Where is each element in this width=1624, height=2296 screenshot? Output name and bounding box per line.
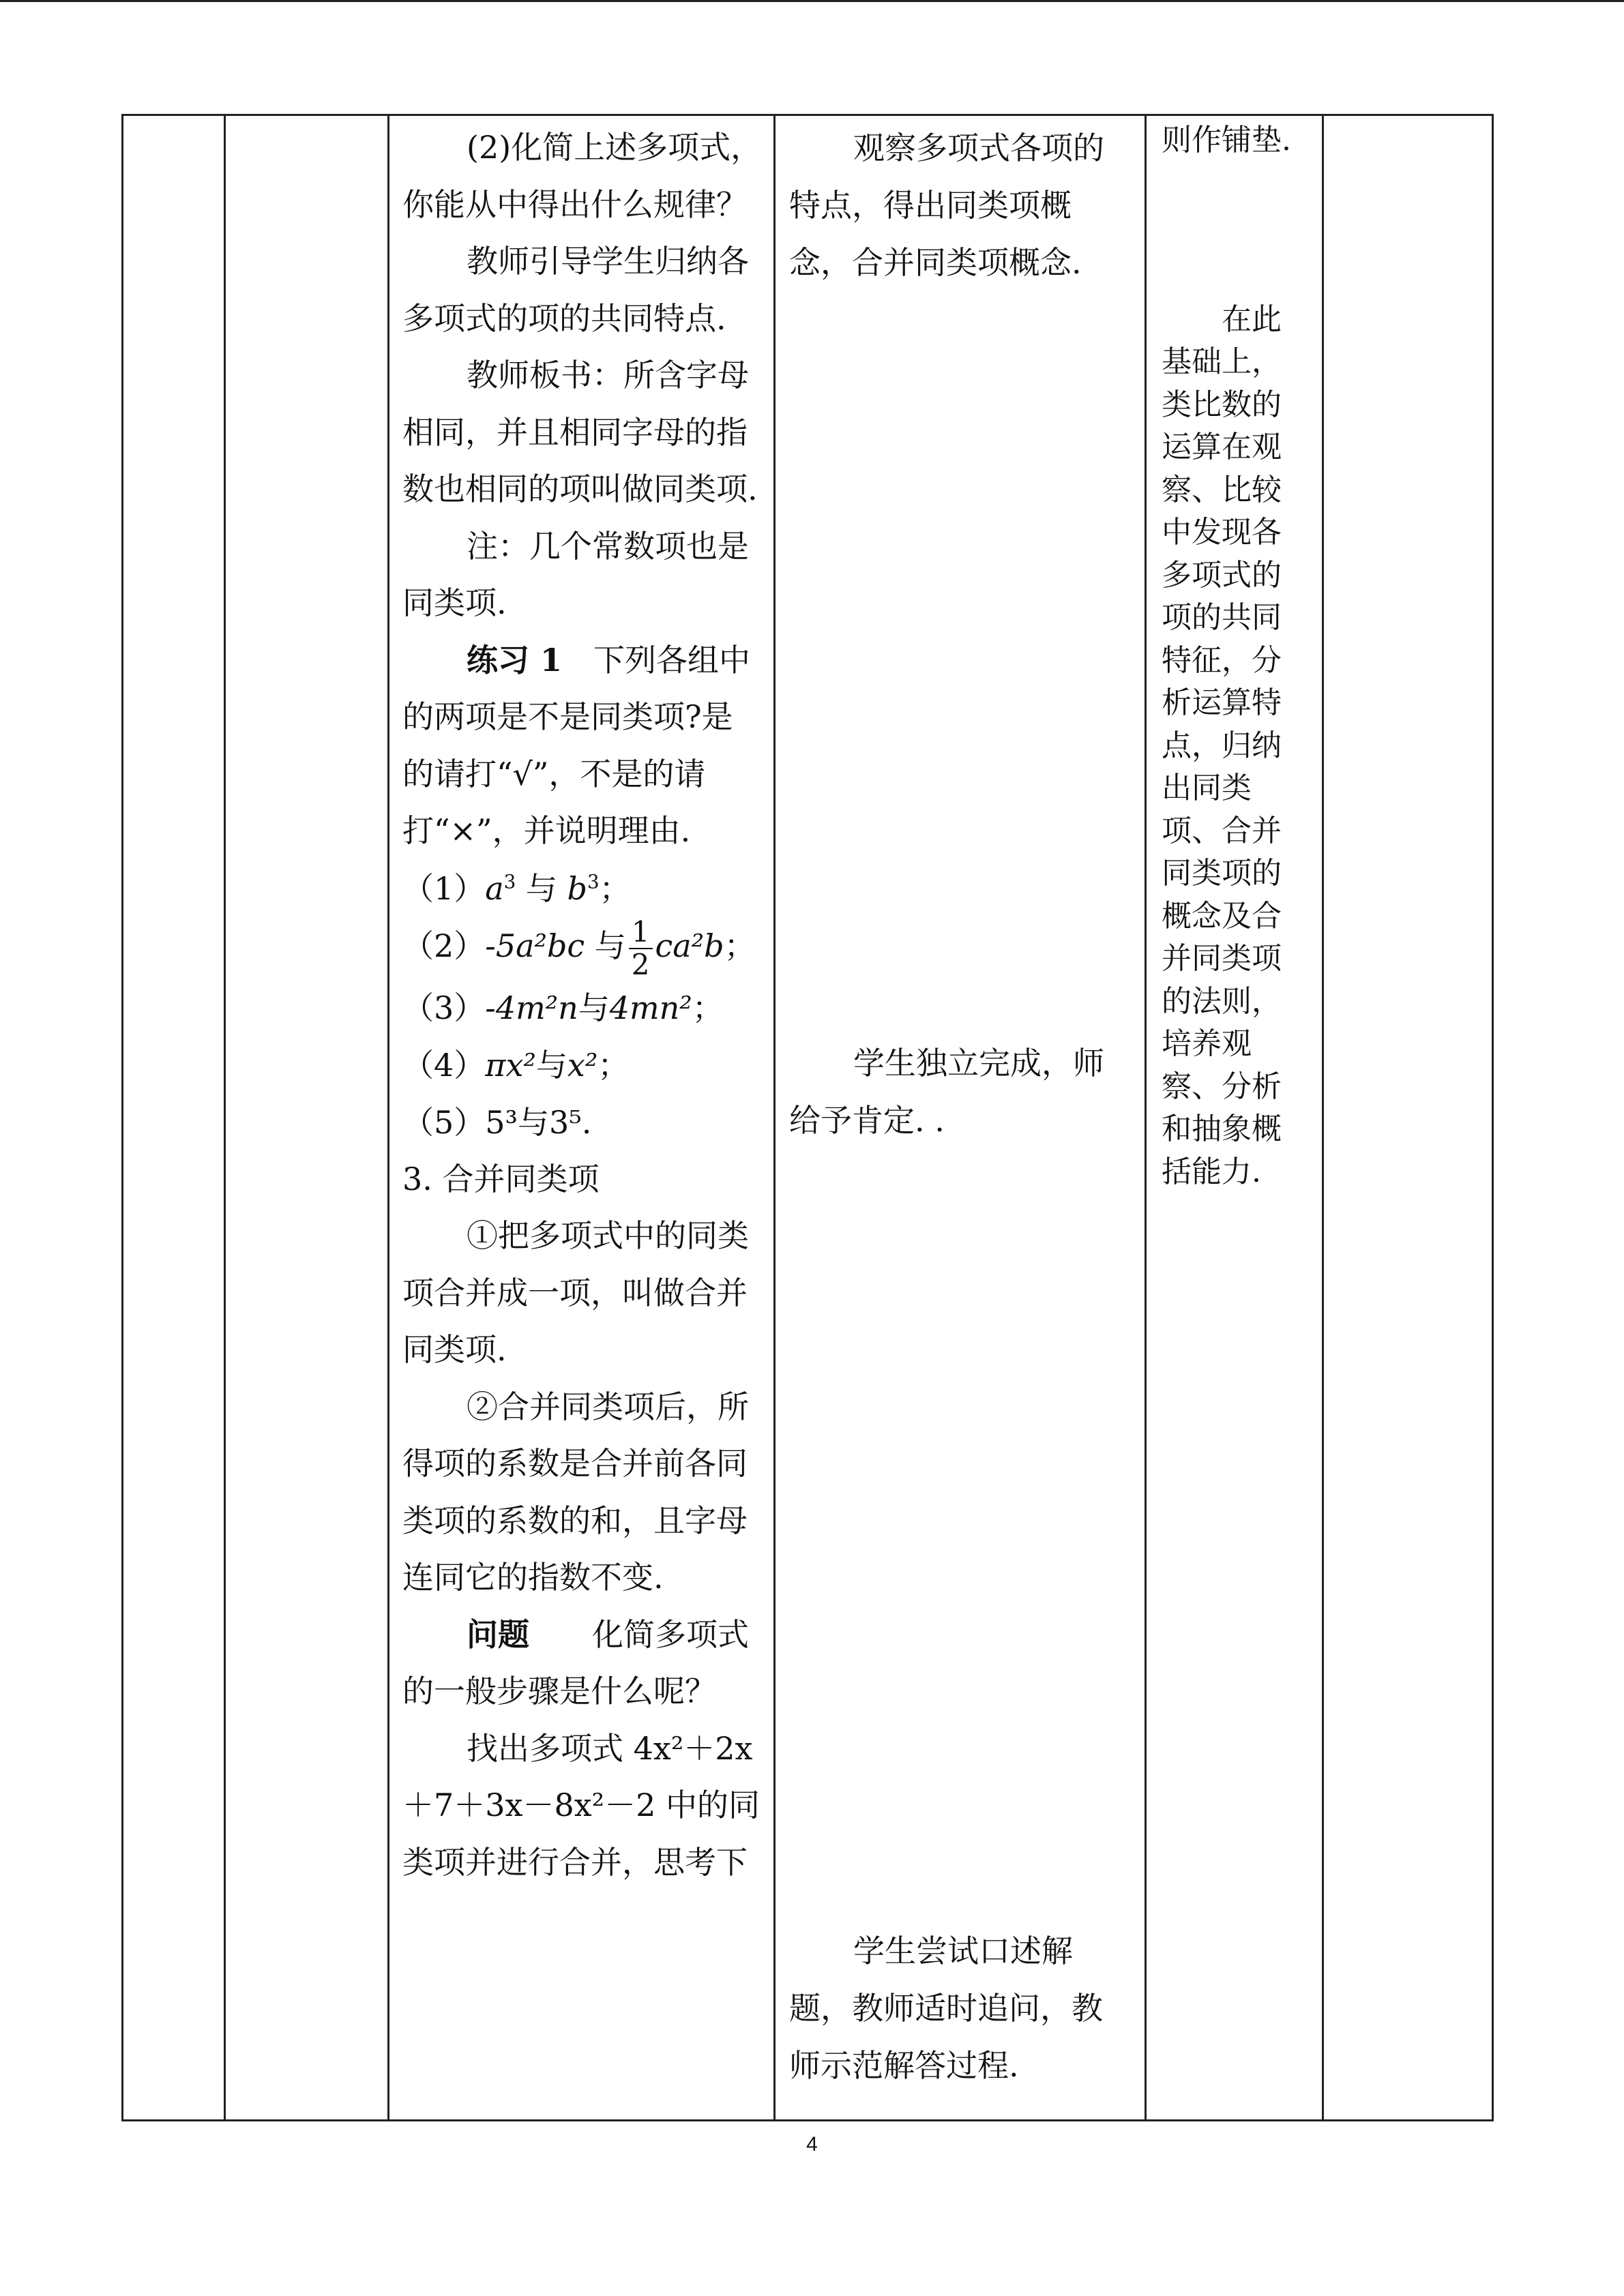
student-activity-cell [789,119,1123,2094]
connector: 与 [535,1046,567,1084]
fraction-denominator: 2 [631,947,650,981]
page-number: 4 [806,2133,818,2156]
math-term: 3⁵ [549,1103,582,1141]
intent-2: 在此基础上，类比数的运算在观察、比较中发现各多项式的项的共同特征，分析运算特点，归纳出同类项、合并同类项的概念及合并同类项的法则，培养观察、分析和抽象概括能力. [1162,301,1282,1189]
exercise-text: 下列各组中的两项是不是同类项?是的请打“√”，不是的请打“×”，并说明理由. [402,641,751,849]
exercise-item-2 [402,914,764,981]
item-label: （1） [402,869,486,907]
fraction [629,914,653,981]
punctuation: ； [597,1046,630,1084]
paragraph: 找出多项式 4x²＋2x＋7＋3x－8x²－2 中的同类项并进行合并，思考下 [402,1729,761,1881]
punctuation: ； [599,869,631,907]
math-term: x² [567,1046,598,1084]
math-term: ca²b [655,927,724,964]
item-label: （5） [402,1103,486,1141]
punctuation: ； [692,989,724,1026]
math-term: a [485,869,504,907]
math-term: b [567,869,587,907]
column-divider [387,114,389,2121]
connector: 与 [516,869,567,907]
exercise-item-4 [402,1037,764,1094]
column-divider [1322,114,1324,2121]
item-label: （3） [402,989,486,1026]
fraction-numerator: 1 [629,918,653,949]
exercise-item-1 [402,860,764,917]
teaching-process-cell [402,119,764,1891]
design-intent-cell [1162,119,1305,1193]
exercise-item-5 [402,1094,764,1151]
rule-2: ②合并同类项后，所得项的系数是合并前各同类项的系数的和，且字母连同它的指数不变. [402,1388,749,1596]
item-label: （4） [402,1046,486,1084]
punctuation: . [581,1103,592,1141]
paragraph: 教师引导学生归纳各多项式的项的共同特点. [402,243,749,337]
intent-1: 则作铺垫. [1162,123,1291,158]
question [402,1607,764,1720]
question-title: 问题 [467,1615,529,1653]
rule-1: ①把多项式中的同类项合并成一项，叫做合并同类项. [402,1217,749,1368]
exercise-1 [402,632,764,860]
math-term: 5³ [485,1103,518,1141]
exponent: 3 [587,870,600,893]
top-rule [0,0,1624,2]
section-heading: 3. 合并同类项 [402,1160,600,1197]
math-term: -5a²bc [485,927,585,964]
paragraph: 教师板书：所含字母相同，并且相同字母的指数也相同的项叫做同类项. [402,357,758,507]
column-divider [773,114,776,2121]
connector: 与 [518,1103,549,1141]
activity-2: 学生独立完成，师给予肯定. . [789,1045,1104,1139]
activity-3: 学生尝试口述解题，教师适时追问，教师示范解答过程. [789,1933,1103,2084]
item-label: （2） [402,927,486,964]
exercise-title: 练习 1 [467,641,563,679]
column-divider [224,114,226,2121]
math-term: -4m²n [485,989,578,1026]
question-text: 化简多项式的一般步骤是什么呢？ [402,1615,749,1710]
exponent: 3 [503,870,516,893]
connector: 与 [578,989,610,1026]
column-divider [1145,114,1147,2121]
punctuation: ； [724,927,756,964]
math-term: 4mn² [609,989,692,1026]
connector: 与 [594,927,626,964]
activity-1: 观察多项式各项的特点，得出同类项概念，合并同类项概念. [789,130,1104,281]
math-term: πx² [485,1046,536,1084]
exercise-item-3 [402,979,764,1037]
paragraph: (2)化简上述多项式，你能从中得出什么规律？ [402,129,763,223]
paragraph: 注：几个常数项也是同类项. [402,527,749,621]
